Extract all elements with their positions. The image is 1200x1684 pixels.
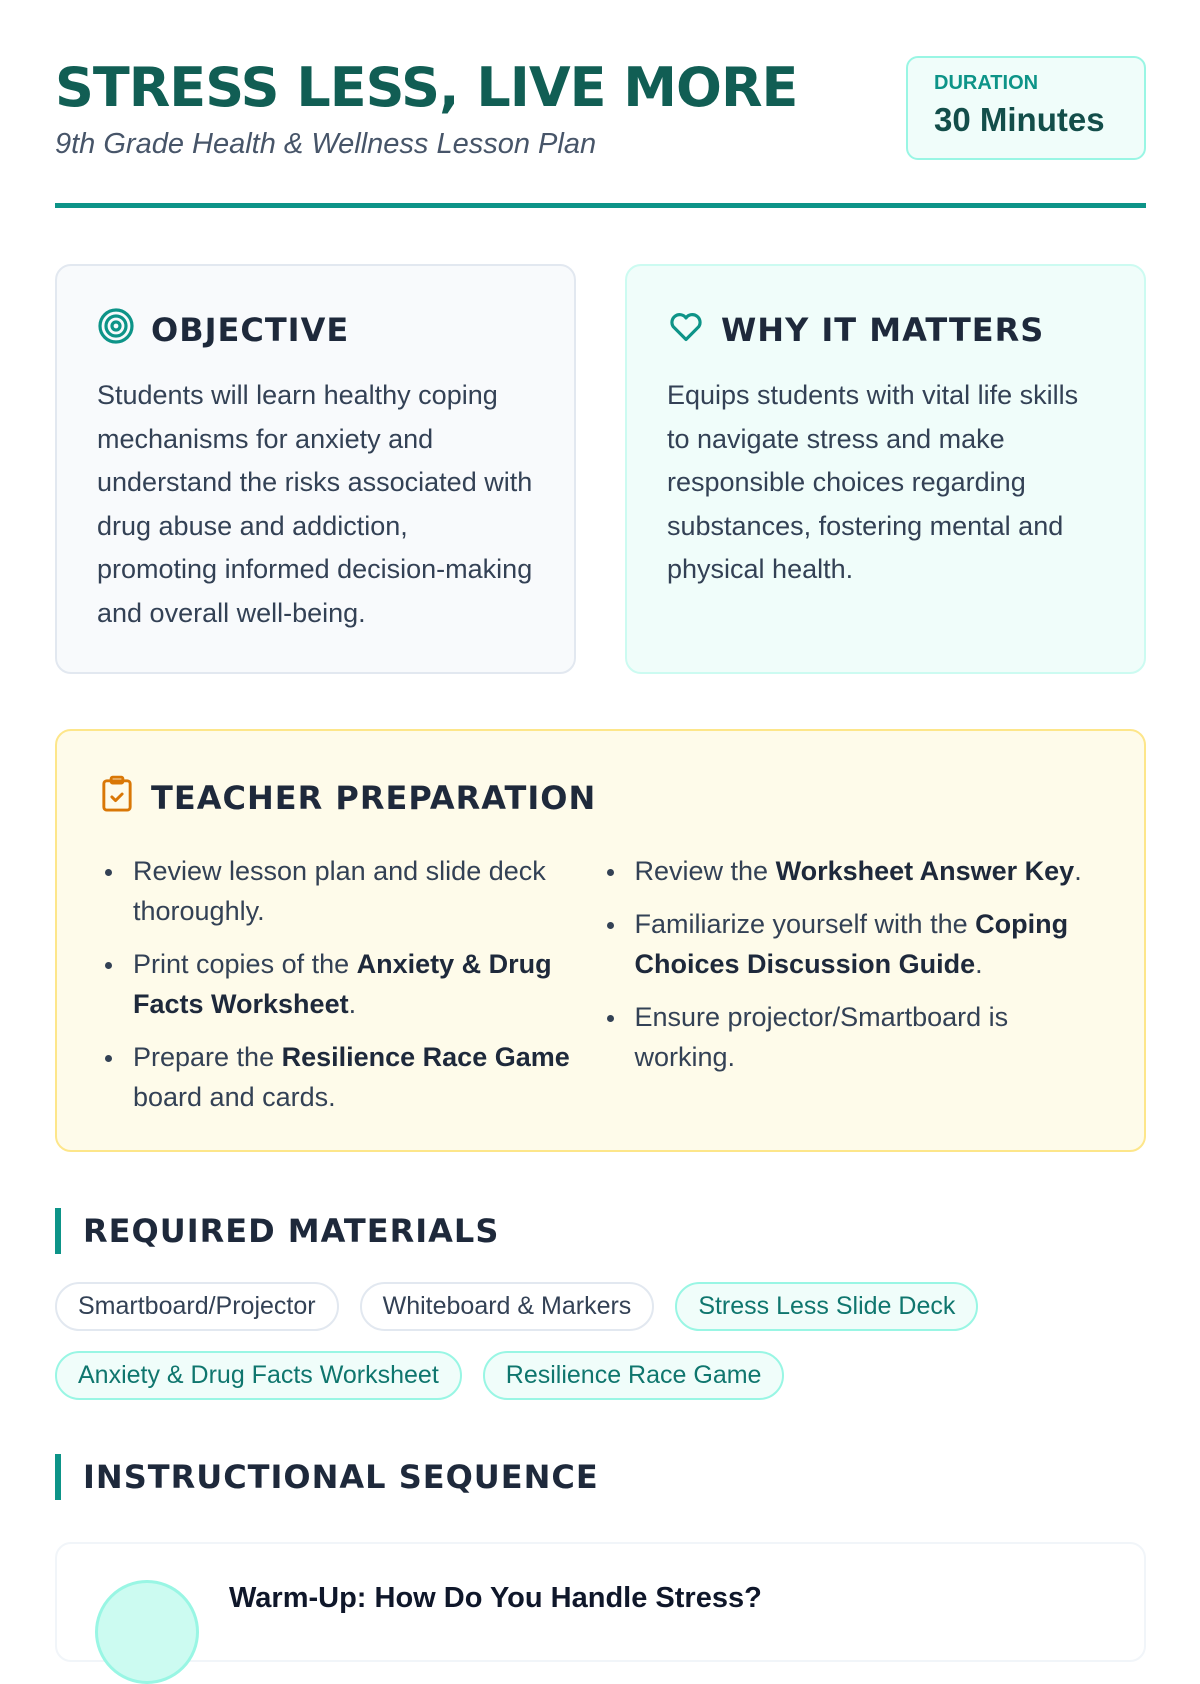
prep-item: Print copies of the Anxiety & Drug Facts Worksheet. xyxy=(99,944,601,1024)
prep-item: Review the Worksheet Answer Key. xyxy=(601,851,1103,891)
clipboard-check-icon xyxy=(99,775,135,821)
material-pill: Whiteboard & Markers xyxy=(360,1282,655,1331)
teacher-preparation-card xyxy=(55,729,1146,1152)
duration-value: 30 Minutes xyxy=(934,101,1105,138)
prep-item: Review lesson plan and slide deck thoroughly. xyxy=(99,851,601,931)
objective-title: OBJECTIVE xyxy=(151,311,350,349)
materials-list xyxy=(55,1282,1055,1400)
step-number-circle xyxy=(95,1580,199,1684)
duration-label: DURATION xyxy=(934,72,1039,94)
why-text: Equips students with vital life skills to navigate stress and make responsible choices regarding substances, fostering mental and physical health. xyxy=(667,380,1079,584)
sequence-heading: INSTRUCTIONAL SEQUENCE xyxy=(55,1454,1146,1500)
material-pill: Anxiety & Drug Facts Worksheet xyxy=(55,1351,462,1400)
material-pill: Smartboard/Projector xyxy=(55,1282,339,1331)
why-it-matters-card xyxy=(625,264,1146,674)
objective-text: Students will learn healthy coping mechanisms for anxiety and understand the risks associated with drug abuse and addiction, promoting informed decision-making and overall well-being. xyxy=(97,380,533,628)
why-title: WHY IT MATTERS xyxy=(721,311,1045,349)
header xyxy=(55,0,1146,205)
step-title: Warm-Up: How Do You Handle Stress? xyxy=(229,1582,762,1614)
sequence-step xyxy=(55,1542,1146,1662)
page-title: STRESS LESS, LIVE MORE xyxy=(55,56,798,119)
material-pill: Resilience Race Game xyxy=(483,1351,785,1400)
duration-badge xyxy=(906,56,1146,160)
prep-list-right xyxy=(601,851,1103,1130)
objective-card xyxy=(55,264,576,674)
prep-item: Ensure projector/Smartboard is working. xyxy=(601,997,1103,1077)
prep-item: Familiarize yourself with the Coping Choices Discussion Guide. xyxy=(601,904,1103,984)
prep-item: Prepare the Resilience Race Game board and cards. xyxy=(99,1037,601,1117)
materials-heading: REQUIRED MATERIALS xyxy=(55,1208,1146,1254)
page-subtitle: 9th Grade Health & Wellness Lesson Plan xyxy=(55,128,597,160)
prep-list-left xyxy=(99,851,601,1130)
heart-icon xyxy=(667,307,705,353)
target-icon xyxy=(97,307,135,353)
material-pill: Stress Less Slide Deck xyxy=(675,1282,978,1331)
prep-title: TEACHER PREPARATION xyxy=(151,779,597,817)
